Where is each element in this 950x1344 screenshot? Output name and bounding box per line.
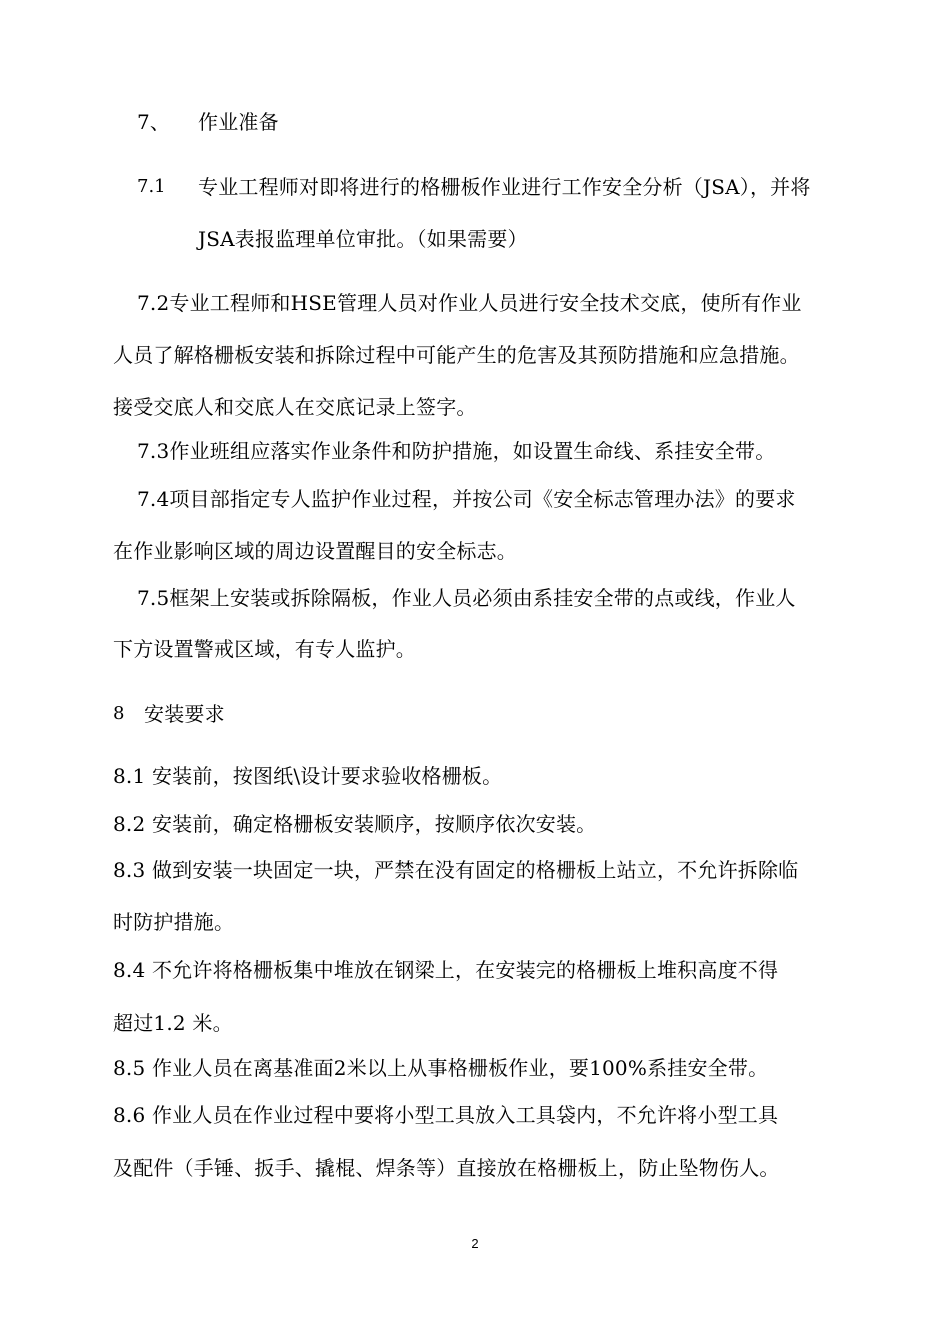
item-8-3-line-2: 时防护措施。 xyxy=(113,910,235,934)
item-8-6-line-1: 8.6 作业人员在作业过程中要将小型工具放入工具袋内，不允许将小型工具 xyxy=(113,1103,779,1127)
section-7-number: 7、 xyxy=(137,110,171,134)
item-8-4-line-2: 超过1.2 米。 xyxy=(113,1011,233,1035)
item-8-6-line-2: 及配件（手锤、扳手、撬棍、焊条等）直接放在格栅板上，防止坠物伤人。 xyxy=(113,1156,780,1180)
section-7-title: 作业准备 xyxy=(198,110,279,134)
item-7-4-line-1: 7.4项目部指定专人监护作业过程，并按公司《安全标志管理办法》的要求 xyxy=(137,487,796,511)
item-7-2-line-2: 人员了解格栅板安装和拆除过程中可能产生的危害及其预防措施和应急措施。 xyxy=(113,343,800,367)
item-8-1-line-1: 8.1 安装前，按图纸\设计要求验收格栅板。 xyxy=(113,764,503,788)
item-7-2-line-1: 7.2专业工程师和HSE管理人员对作业人员进行安全技术交底，使所有作业 xyxy=(137,291,802,315)
item-7-1-line-2: JSA表报监理单位审批。（如果需要） xyxy=(198,227,528,251)
page-number: 2 xyxy=(471,1236,479,1251)
item-8-4-line-1: 8.4 不允许将格栅板集中堆放在钢梁上，在安装完的格栅板上堆积高度不得 xyxy=(113,958,779,982)
item-8-5-line-1: 8.5 作业人员在离基准面2米以上从事格栅板作业，要100%系挂安全带。 xyxy=(113,1056,769,1080)
section-8-number: 8 xyxy=(113,703,125,724)
item-7-5-line-2: 下方设置警戒区域，有专人监护。 xyxy=(113,637,416,661)
item-7-1-line-1: 专业工程师对即将进行的格栅板作业进行工作安全分析（JSA），并将 xyxy=(198,175,811,199)
item-7-1-number: 7.1 xyxy=(137,176,166,197)
item-7-3-line-1: 7.3作业班组应落实作业条件和防护措施，如设置生命线、系挂安全带。 xyxy=(137,439,776,463)
item-8-2-line-1: 8.2 安装前，确定格栅板安装顺序，按顺序依次安装。 xyxy=(113,812,597,836)
item-7-4-line-2: 在作业影响区域的周边设置醒目的安全标志。 xyxy=(113,539,517,563)
item-7-5-line-1: 7.5框架上安装或拆除隔板，作业人员必须由系挂安全带的点或线，作业人 xyxy=(137,586,796,610)
section-8-title: 安装要求 xyxy=(144,702,225,726)
item-8-3-line-1: 8.3 做到安装一块固定一块，严禁在没有固定的格栅板上站立，不允许拆除临 xyxy=(113,858,799,882)
item-7-2-line-3: 接受交底人和交底人在交底记录上签字。 xyxy=(113,395,477,419)
